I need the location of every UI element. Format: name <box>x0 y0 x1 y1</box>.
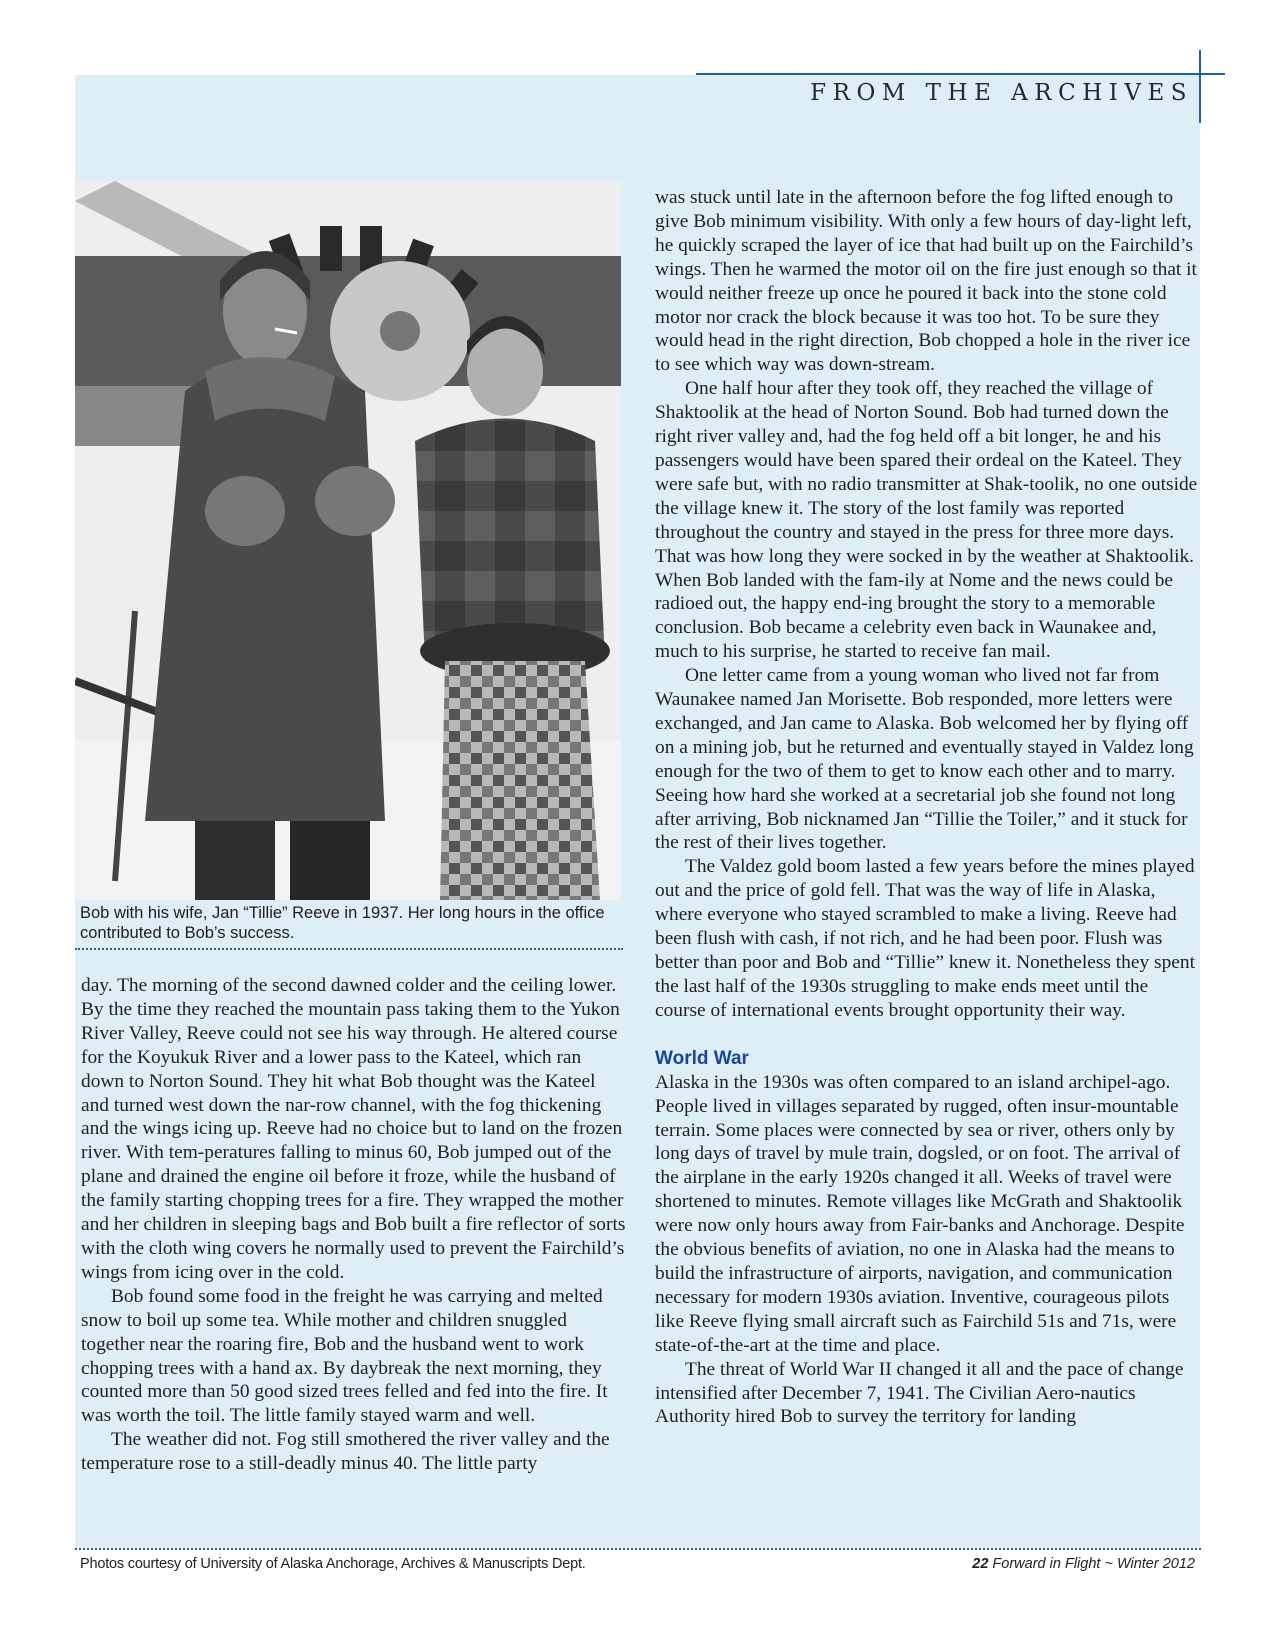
paragraph: Alaska in the 1930s was often compared to an island archipel-ago. People lived in villages separated by rugged, often insur-mountable terrain. Some places were connected by sea or river, others only by long days of travel by mule train, dogsled, or on foot. The arrival of the airplane in the early 1920s changed it all. Weeks of travel were shortened to minutes. Remote villages like McGrath and Shaktoolik were now only hours away from Fair-banks and Anchorage. Despite the obvious benefits of aviation, no one in Alaska had the means to build the infrastructure of airports, navigation, and communication necessary for modern 1930s aviation. Inventive, courageous pilots like Reeve flying small aircraft such as Fairchild 51s and 71s, were state-of-the-art at the time and place. <box>655 1071 1185 1356</box>
right-column <box>655 186 1200 1429</box>
publication-name: Forward in Flight ~ Winter 2012 <box>988 1556 1195 1572</box>
paragraph: The Valdez gold boom lasted a few years before the mines played out and the price of gold fell. That was the way of life in Alaska, where everyone who stayed scrambled to make a living. Reeve had been flush with cash, if not rich, and he had been poor. Flush was better than poor and Bob and “Tillie” knew it. Nonetheless they spent the last half of the 1930s struggling to make ends meet until the course of international events brought opportunity their way. <box>655 856 1195 1021</box>
paragraph: The weather did not. Fog still smothered the river valley and the temperature rose to a still-deadly minus 40. The little party <box>81 1429 610 1475</box>
section-title: FROM THE ARCHIVES <box>810 80 1193 106</box>
archive-photo <box>75 181 621 900</box>
header-rule-horizontal <box>696 73 1225 75</box>
page-folio <box>972 1556 1195 1572</box>
paragraph: Bob found some food in the freight he was carrying and melted snow to boil up some tea. While mother and children snuggled together near the roaring fire, Bob and the husband went to work chopping trees with a hand ax. By daybreak the next morning, they counted more than 50 good sized trees felled and fed into the fire. It was worth the toil. The little family stayed warm and well. <box>81 1285 608 1427</box>
page-number: 22 <box>972 1556 989 1572</box>
section-heading: World War <box>655 1047 749 1069</box>
paragraph: One letter came from a young woman who lived not far from Waunakee named Jan Morisette. Bob responded, more letters were exchanged, and Jan came to Alaska. Bob welcomed her by flying off on a mining job, but he returned and eventually stayed in Valdez long enough for the two of them to get to know each other and to marry. Seeing how hard she worked at a secretarial job she found not long after arriving, Bob nicknamed Jan “Tillie the Toiler,” and it stuck for the rest of their lives together. <box>655 665 1194 854</box>
header-rule-vertical <box>1199 50 1201 123</box>
paragraph: The threat of World War II changed it all and the pace of change intensified after December 7, 1941. The Civilian Aero-nautics Authority hired Bob to survey the territory for landing <box>655 1358 1184 1428</box>
footer-divider <box>75 1548 1201 1550</box>
paragraph: day. The morning of the second dawned colder and the ceiling lower. By the time they reached the mountain pass taking them to the Yukon River Valley, Reeve could not see his way through. He altered course for the Koyukuk River and a lower pass to the Kateel, which ran down to Norton Sound. They hit what Bob thought was the Kateel and turned west down the nar-row channel, with the fog thickening and the wings icing up. Reeve had no choice but to land on the frozen river. With tem-peratures falling to minus 60, Bob jumped out of the plane and drained the engine oil before it froze, while the husband of the family starting chopping trees for a fire. They wrapped the mother and her children in sleeping bags and Bob built a fire reflector of sorts with the cloth wing covers he normally used to prevent the Fairchild’s wings from icing over in the cold. <box>81 975 626 1283</box>
paragraph: One half hour after they took off, they reached the village of Shaktoolik at the head of Norton Sound. Bob had turned down the right river valley and, had the fog held off a bit longer, he and his passengers would have been spared their ordeal on the Kateel. They were safe but, with no radio transmitter at Shak-toolik, no one outside the village knew it. The story of the lost family was reported throughout the country and stayed in the press for three more days. That was how long they were socked in by the weather at Shaktoolik. When Bob landed with the fam-ily at Nome and the news could be radioed out, the happy end-ing brought the story to a memorable conclusion. Bob became a celebrity even back in Waunakee and, much to his surprise, he started to receive fan mail. <box>655 378 1198 663</box>
photo-image <box>75 181 621 900</box>
caption-divider <box>75 948 623 950</box>
photo-credit: Photos courtesy of University of Alaska Anchorage, Archives & Manuscripts Dept. <box>80 1556 586 1572</box>
photo-caption: Bob with his wife, Jan “Tillie” Reeve in 1937. Her long hours in the office contributed to Bob’s success. <box>80 904 605 942</box>
left-column <box>81 974 626 1476</box>
paragraph: was stuck until late in the afternoon before the fog lifted enough to give Bob minimum visibility. With only a few hours of day-light left, he quickly scraped the layer of ice that had built up on the Fairchild’s wings. Then he warmed the motor oil on the fire just enough so that it would neither freeze up once he poured it back into the stone cold motor nor crack the block because it was too hot. To be sure they would head in the right direction, Bob chopped a hole in the river ice to see which way was down-stream. <box>655 187 1197 376</box>
